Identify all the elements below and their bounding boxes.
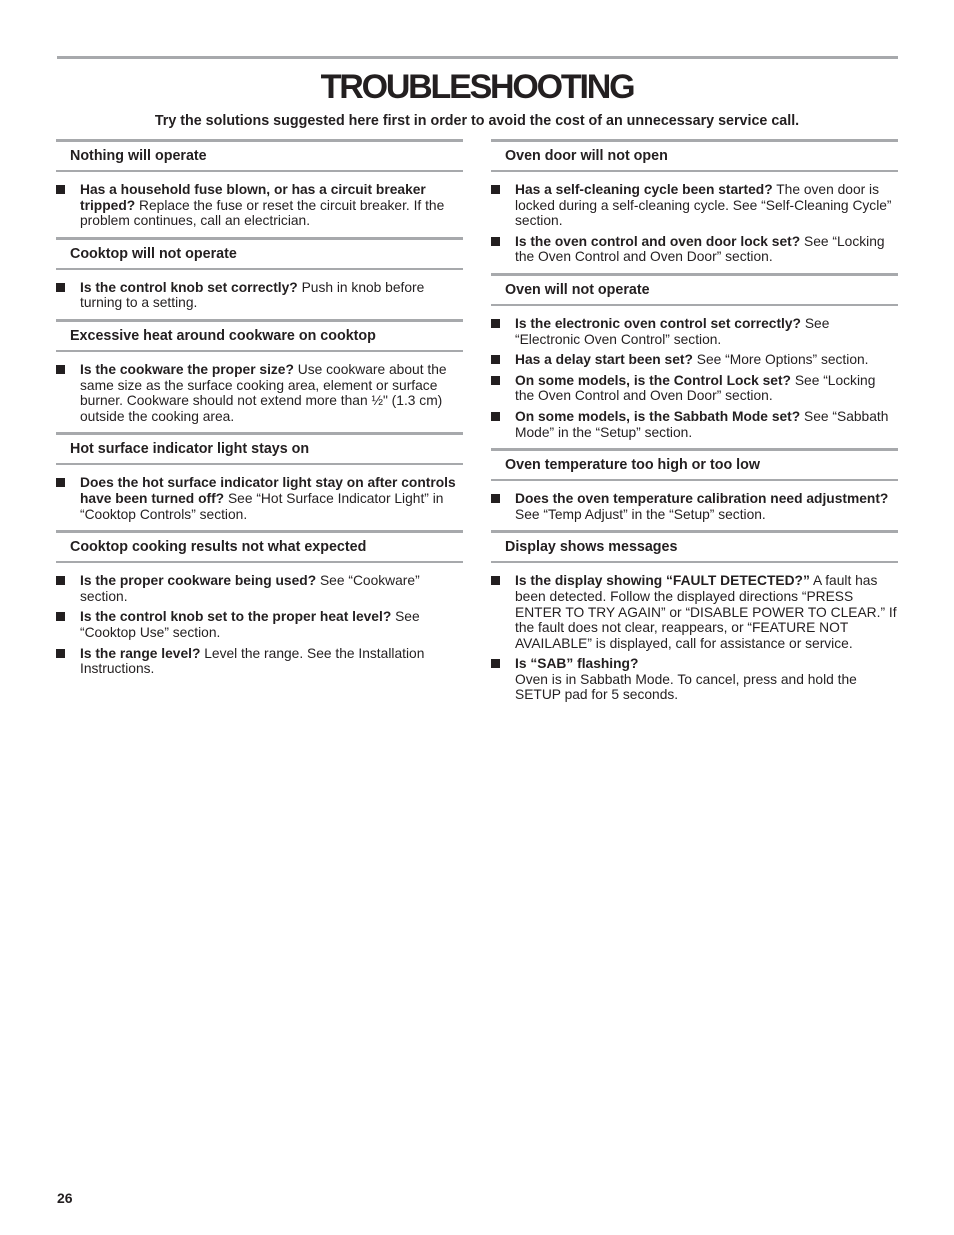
section-heading: Display shows messages	[491, 530, 898, 563]
square-bullet-icon	[491, 576, 500, 585]
troubleshooting-section	[56, 237, 463, 311]
answer-text: See “Electronic Oven Control” section.	[515, 315, 830, 347]
solution-list	[56, 270, 463, 311]
solution-list	[56, 172, 463, 229]
section-heading: Oven temperature too high or too low	[491, 448, 898, 481]
solution-item	[491, 373, 898, 404]
solution-list	[56, 352, 463, 424]
square-bullet-icon	[491, 659, 500, 668]
question-text: Is the cookware the proper size?	[80, 361, 294, 377]
solution-list	[56, 563, 463, 677]
question-text: Is the control knob set correctly?	[80, 279, 298, 295]
square-bullet-icon	[491, 355, 500, 364]
solution-item	[491, 352, 898, 368]
question-text: Is the control knob set to the proper heat level?	[80, 609, 392, 625]
troubleshooting-section	[491, 448, 898, 522]
troubleshooting-section	[491, 273, 898, 440]
troubleshooting-section	[56, 139, 463, 229]
question-text: Has a household fuse blown, or has a circuit breaker tripped?	[80, 182, 426, 213]
solution-item	[56, 362, 463, 424]
solution-item	[56, 609, 463, 640]
solution-list	[56, 465, 463, 522]
question-text: Does the hot surface indicator light stay on after controls have been turned off?	[80, 475, 456, 506]
solution-item	[56, 280, 463, 311]
question-text: Is the range level?	[80, 645, 201, 661]
top-rule	[57, 56, 898, 59]
square-bullet-icon	[491, 494, 500, 503]
troubleshooting-section	[491, 530, 898, 703]
question-text: Has a self-cleaning cycle been started?	[515, 182, 773, 197]
answer-text: A fault has been detected. Follow the displayed directions “PRESS ENTER TO TRY AGAIN” or “DISABLE POWER TO CLEAR.” If the fault does not clear, reappears, or “FEATURE NOT AVAILABLE” is displayed, call for assistance or service.	[515, 573, 897, 651]
question-text: Is “SAB” flashing?	[515, 656, 639, 672]
left-column	[56, 139, 463, 685]
answer-text: Use cookware about the same size as the surface cooking area, element or surface burner. Cookware should not extend more than ½" (1.3 cm) outside the cooking area.	[80, 361, 447, 424]
troubleshooting-section	[56, 319, 463, 424]
answer-text: The oven door is locked during a self-cleaning cycle. See “Self-Cleaning Cycle” section.	[515, 182, 892, 229]
answer-text: See “Locking the Oven Control and Oven Door” section.	[515, 372, 876, 404]
troubleshooting-section	[56, 530, 463, 677]
right-column	[491, 139, 898, 711]
question-text: Has a delay start been set?	[515, 352, 693, 368]
question-text: Is the oven control and oven door lock set?	[515, 233, 801, 249]
question-text: Does the oven temperature calibration need adjustment?	[515, 491, 889, 507]
section-heading: Cooktop cooking results not what expected	[56, 530, 463, 563]
solution-item	[491, 234, 898, 265]
question-text: Is the proper cookware being used?	[80, 573, 317, 589]
solution-item	[56, 475, 463, 522]
square-bullet-icon	[56, 478, 65, 487]
section-heading: Cooktop will not operate	[56, 237, 463, 270]
answer-text: See “Cookware” section.	[80, 573, 420, 604]
page-title: TROUBLESHOOTING	[320, 68, 634, 106]
section-heading: Excessive heat around cookware on cooktop	[56, 319, 463, 352]
troubleshooting-section	[56, 432, 463, 522]
square-bullet-icon	[56, 576, 65, 585]
section-heading: Hot surface indicator light stays on	[56, 432, 463, 465]
square-bullet-icon	[491, 412, 500, 421]
answer-text: See “More Options” section.	[692, 352, 869, 368]
answer-text: See “Locking the Oven Control and Oven Door” section.	[515, 233, 885, 265]
square-bullet-icon	[491, 376, 500, 385]
square-bullet-icon	[491, 319, 500, 328]
square-bullet-icon	[56, 649, 65, 658]
section-heading: Oven door will not open	[491, 139, 898, 172]
solution-item	[491, 491, 898, 522]
answer-text: Push in knob before turning to a setting.	[80, 279, 425, 311]
solution-item	[491, 573, 898, 651]
solution-item	[56, 646, 463, 677]
question-text: Is the display showing “FAULT DETECTED?”	[515, 573, 810, 589]
solution-item	[56, 573, 463, 604]
answer-text: See “Sabbath Mode” in the “Setup” section.	[515, 408, 889, 440]
answer-text: See “Hot Surface Indicator Light” in “Cooktop Controls” section.	[80, 490, 444, 522]
answer-text: See “Temp Adjust” in the “Setup” section.	[515, 506, 766, 522]
solution-item	[491, 409, 898, 440]
section-heading: Oven will not operate	[491, 273, 898, 306]
square-bullet-icon	[491, 237, 500, 246]
square-bullet-icon	[56, 283, 65, 292]
square-bullet-icon	[56, 365, 65, 374]
solution-list	[491, 563, 898, 703]
question-text: Is the electronic oven control set correctly?	[515, 315, 801, 331]
solution-list	[491, 481, 898, 522]
question-text: On some models, is the Control Lock set?	[515, 372, 791, 388]
answer-text: Oven is in Sabbath Mode. To cancel, press and hold the SETUP pad for 5 seconds.	[515, 671, 857, 703]
troubleshooting-section	[491, 139, 898, 265]
solution-list	[491, 172, 898, 265]
square-bullet-icon	[56, 612, 65, 621]
page-number: 26	[57, 1190, 73, 1206]
solution-item	[491, 316, 898, 347]
answer-text: See “Cooktop Use” section.	[80, 609, 420, 640]
intro-text: Try the solutions suggested here first in order to avoid the cost of an unnecessary service call.	[154, 113, 800, 129]
solution-item	[491, 182, 898, 229]
solution-list	[491, 306, 898, 440]
answer-text: Replace the fuse or reset the circuit breaker. If the problem continues, call an electrician.	[80, 197, 445, 229]
solution-item	[56, 182, 463, 229]
section-heading: Nothing will operate	[56, 139, 463, 172]
answer-text: Level the range. See the Installation Instructions.	[80, 645, 425, 677]
question-text: On some models, is the Sabbath Mode set?	[515, 408, 801, 424]
square-bullet-icon	[56, 185, 65, 194]
square-bullet-icon	[491, 185, 500, 194]
solution-item	[491, 656, 898, 703]
